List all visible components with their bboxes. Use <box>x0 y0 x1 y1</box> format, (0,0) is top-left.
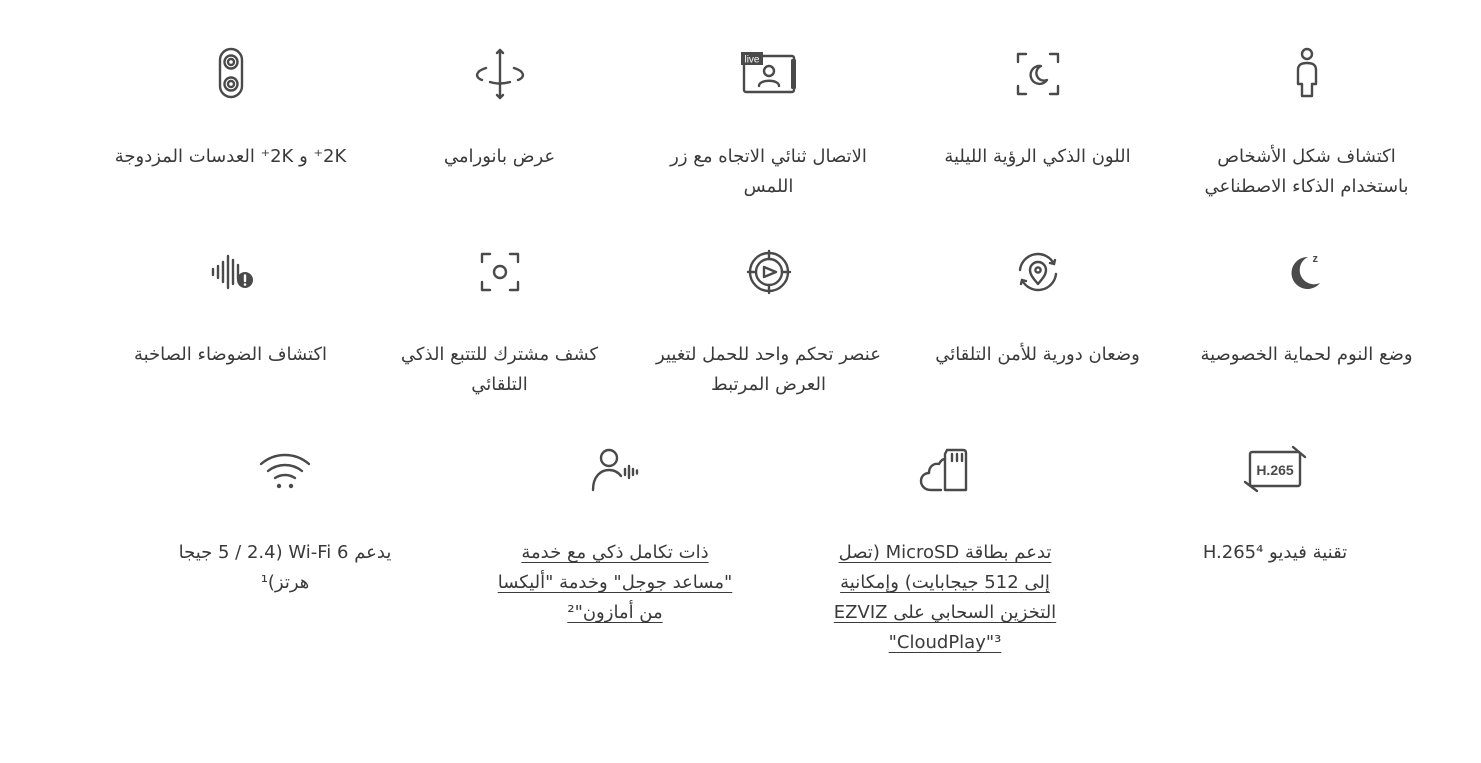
sound-alert-icon <box>199 240 263 304</box>
feature-label: اكتشاف الضوضاء الصاخبة <box>133 344 328 365</box>
feature-h265 <box>1110 438 1440 658</box>
person-icon <box>1275 42 1339 106</box>
features-row-2 <box>0 240 1481 400</box>
feature-label: 2K⁺ و 2K⁺ العدسات المزدوجة <box>114 146 347 167</box>
sleep-z-badge: z <box>1312 253 1318 265</box>
feature-label: الاتصال ثنائي الاتجاه مع زر اللمس <box>670 146 867 197</box>
feature-smart-tracking <box>365 240 634 400</box>
moon-sleep-icon <box>1275 240 1339 304</box>
feature-label: وضعان دورية للأمن التلقائي <box>935 344 1140 365</box>
features-row-1 <box>0 42 1481 202</box>
dual-lens-icon <box>199 42 263 106</box>
night-vision-icon <box>1006 42 1070 106</box>
voice-user-icon <box>583 438 647 502</box>
feature-sleep-mode <box>1172 240 1441 400</box>
feature-label: وضع النوم لحماية الخصوصية <box>1200 344 1413 365</box>
feature-night-vision <box>903 42 1172 202</box>
feature-label: عرض بانورامي <box>443 146 556 167</box>
cloud-sd-icon <box>913 438 977 502</box>
feature-label: اكتشاف شكل الأشخاص باستخدام الذكاء الاصطناعي <box>1204 146 1409 197</box>
feature-sound-detection <box>96 240 365 400</box>
feature-label: عنصر تحكم واحد للحمل لتغيير العرض المرتبط <box>656 344 881 395</box>
feature-dual-lens <box>96 42 365 202</box>
live-badge: live <box>743 54 760 66</box>
features-row-3 <box>0 438 1481 658</box>
feature-label: تقنية فيديو H.265⁴ <box>1202 542 1348 563</box>
storage-link[interactable]: تدعم بطاقة MicroSD (تصل إلى 512 جيجابايت) وإمكانية التخزين السحابي على EZVIZ CloudPlay"³" <box>833 542 1057 653</box>
live-call-icon <box>737 42 801 106</box>
panoramic-rotate-icon <box>468 42 532 106</box>
feature-label: اللون الذكي الرؤية الليلية <box>944 146 1131 167</box>
feature-storage[interactable] <box>780 438 1110 658</box>
feature-voice-assistant[interactable] <box>450 438 780 658</box>
feature-label: كشف مشترك للتتبع الذكي التلقائي <box>400 344 599 395</box>
feature-wifi6 <box>120 438 450 658</box>
patrol-location-icon <box>1006 240 1070 304</box>
feature-one-touch <box>634 240 903 400</box>
voice-assistant-link[interactable]: ذات تكامل ذكي مع خدمة "مساعد جوجل" وخدمة "أليكسا من أمازون"² <box>497 542 733 623</box>
focus-target-icon <box>468 240 532 304</box>
h265-badge: H.265 <box>1256 462 1294 478</box>
crosshair-play-icon <box>737 240 801 304</box>
feature-patrol <box>903 240 1172 400</box>
h265-icon <box>1243 438 1307 502</box>
feature-panoramic <box>365 42 634 202</box>
feature-two-way-call <box>634 42 903 202</box>
wifi-icon <box>253 438 317 502</box>
feature-human-detection <box>1172 42 1441 202</box>
feature-label: يدعم Wi-Fi 6 (5 / 2.4 جيجا هرتز)¹ <box>178 542 392 593</box>
